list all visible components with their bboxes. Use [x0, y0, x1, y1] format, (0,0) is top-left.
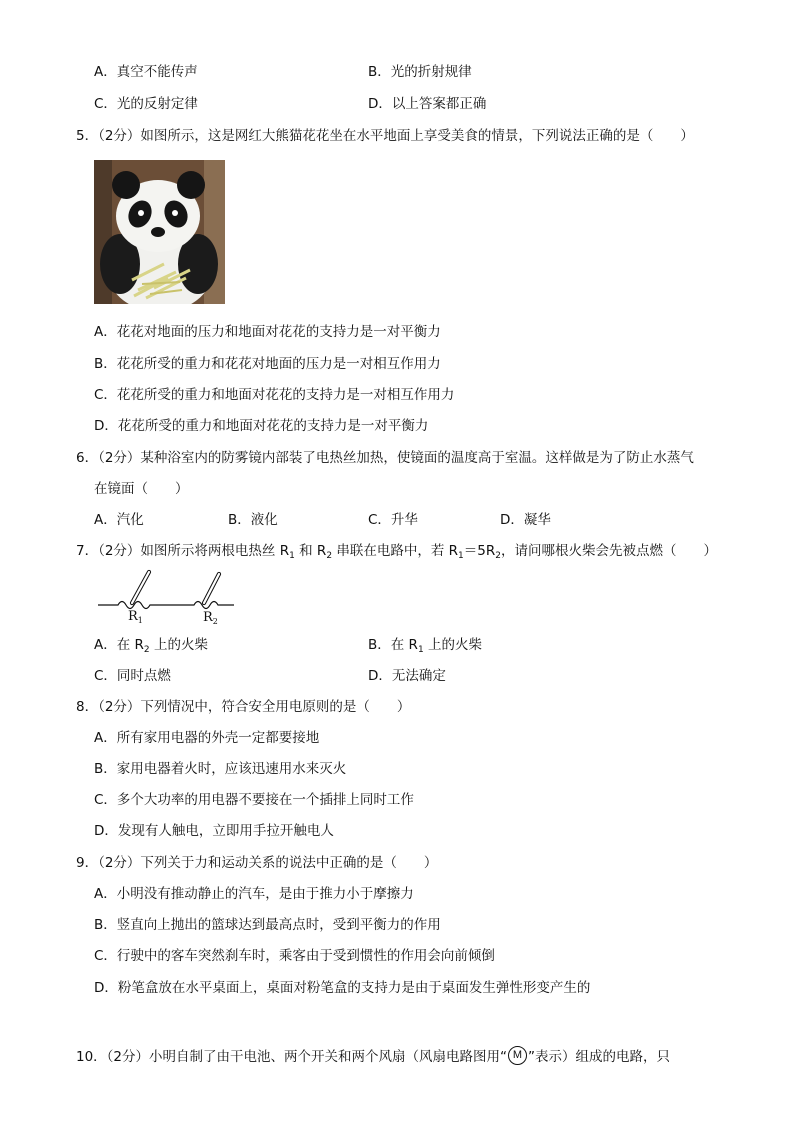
q9-stem: 9．（2分）下列关于力和运动关系的说法中正确的是（ ）	[76, 855, 438, 871]
q7-stem: 7．（2分）如图所示将两根电热丝 $R_1$ 和 $R_2$ 串联在电路中，若 $R_1=5R_2$，请问哪根火柴会先被点燃（ ）	[76, 543, 717, 561]
q4-option-a: A．真空不能传声	[94, 64, 198, 80]
resistor-match-diagram	[96, 568, 236, 628]
q4-option-d: D．以上答案都正确	[368, 96, 487, 112]
q9-option-a: A．小明没有推动静止的汽车，是由于推力小于摩擦力	[94, 886, 414, 902]
q8-option-d: D．发现有人触电，立即用手拉开触电人	[94, 823, 334, 839]
match-1	[132, 572, 149, 603]
q7-option-a: A．在 $R_2$ 上的火柴	[94, 637, 208, 655]
q5-option-d: D．花花所受的重力和地面对花花的支持力是一对平衡力	[94, 418, 429, 434]
q7-option-c: C．同时点燃	[94, 668, 171, 684]
q8-stem: 8．（2分）下列情况中，符合安全用电原则的是（ ）	[76, 699, 411, 715]
resistor-label-r2: $R_2$	[203, 610, 218, 626]
q7-option-b: B．在 $R_1$ 上的火柴	[368, 637, 482, 655]
match-2	[204, 574, 219, 603]
q5-option-b: B．花花所受的重力和花花对地面的压力是一对相互作用力	[94, 356, 441, 372]
q5-stem: 5．（2分）如图所示，这是网红大熊猫花花坐在水平地面上享受美食的情景，下列说法正确的是（ ）	[76, 128, 694, 144]
q6-option-a: A．汽化	[94, 512, 144, 528]
q8-option-a: A．所有家用电器的外壳一定都要接地	[94, 730, 320, 746]
q6-option-d: D．凝华	[500, 512, 551, 528]
resistor-label-r1: $R_1$	[128, 609, 143, 625]
q6-option-b: B．液化	[228, 512, 278, 528]
motor-symbol-icon: M	[508, 1046, 527, 1065]
q10-stem: 10．（2分）小明自制了由干电池、两个开关和两个风扇（风扇电路图用“ M ”表示）组成的电路，只	[76, 1046, 670, 1066]
q4-option-b: B．光的折射规律	[368, 64, 472, 80]
q9-option-b: B．竖直向上抛出的篮球达到最高点时，受到平衡力的作用	[94, 917, 441, 933]
panda-photo	[94, 160, 225, 304]
q8-option-b: B．家用电器着火时，应该迅速用水来灭火	[94, 761, 347, 777]
q6-option-c: C．升华	[368, 512, 418, 528]
q4-option-c: C．光的反射定律	[94, 96, 198, 112]
q9-option-d: D．粉笔盒放在水平桌面上，桌面对粉笔盒的支持力是由于桌面发生弹性形变产生的	[94, 980, 591, 996]
q6-stem-continued: 在镜面（ ）	[94, 481, 189, 497]
q6-stem: 6．（2分）某种浴室内的防雾镜内部装了电热丝加热，使镜面的温度高于室温。这样做是为了防止水蒸气	[76, 450, 694, 466]
panda-illustration	[94, 160, 225, 304]
q5-option-a: A．花花对地面的压力和地面对花花的支持力是一对平衡力	[94, 324, 441, 340]
q8-option-c: C．多个大功率的用电器不要接在一个插排上同时工作	[94, 792, 414, 808]
q9-option-c: C．行驶中的客车突然刹车时，乘客由于受到惯性的作用会向前倾倒	[94, 948, 495, 964]
q7-option-d: D．无法确定	[368, 668, 446, 684]
q5-option-c: C．花花所受的重力和地面对花花的支持力是一对相互作用力	[94, 387, 455, 403]
